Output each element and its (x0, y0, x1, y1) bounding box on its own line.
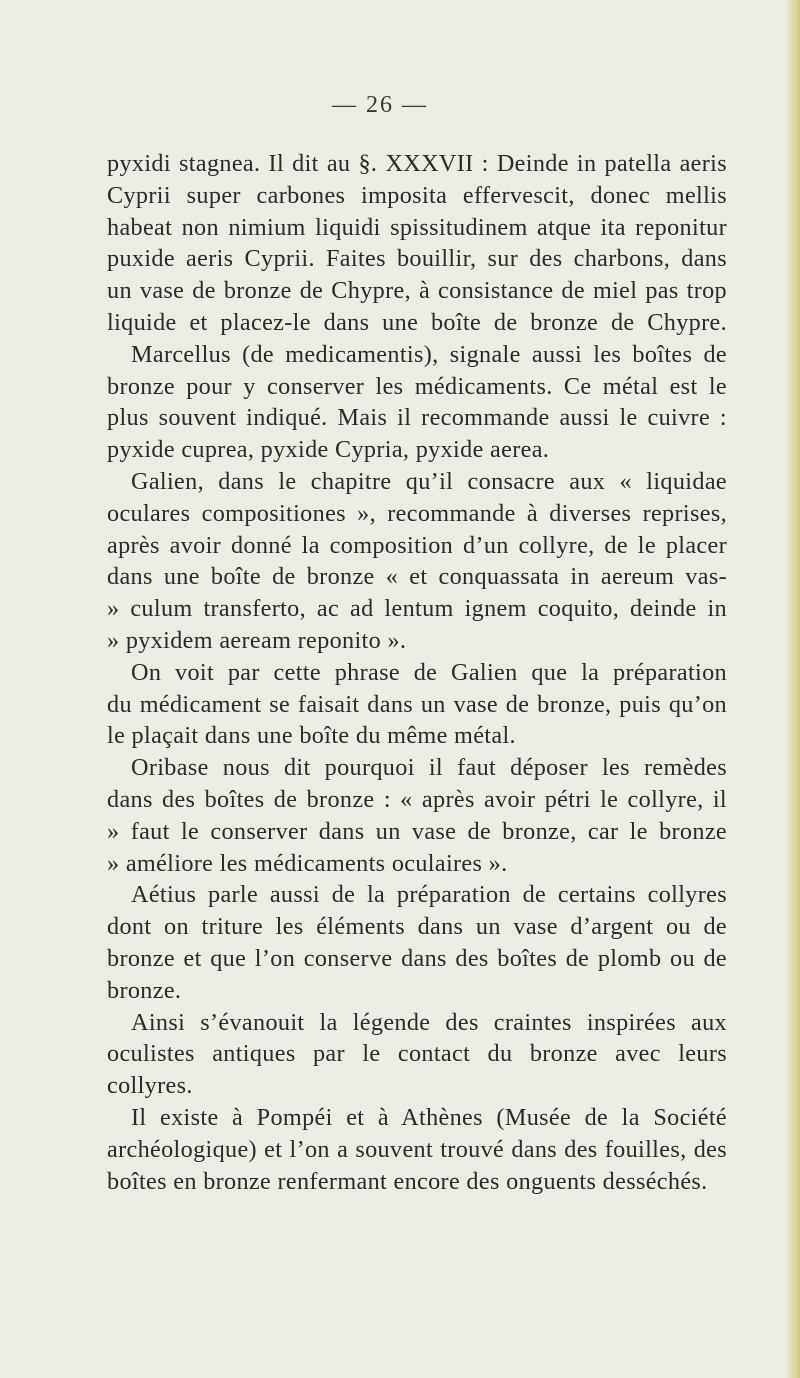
text-line: Oribase nous dit pourquoi il faut déposer les remèdes (131, 754, 727, 782)
text-line: On voit par cette phrase de Galien que la préparation (131, 658, 727, 686)
text-line: bronze pour y conserver les médicaments. Ce métal est le (107, 372, 727, 400)
text-line: pyxidi stagnea. Il dit au §. XXXVII : Deinde in patella aeris (107, 150, 727, 177)
text-line: oculistes antiques par le contact du bronze avec leurs (107, 1040, 727, 1068)
page-number: — 26 — (332, 92, 428, 118)
text-line: pyxide cuprea, pyxide Cypria, pyxide aerea. (107, 436, 550, 464)
text-line: archéologique) et l’on a souvent trouvé dans des fouilles, des (107, 1135, 727, 1163)
text-line: puxide aeris Cyprii. Faites bouillir, sur des charbons, dans (107, 245, 727, 273)
text-line: » faut le conserver dans un vase de bronze, car le bronze (107, 817, 727, 845)
text-line: dont on triture les éléments dans un vase d’argent ou de (107, 913, 727, 941)
text-line: habeat non nimium liquidi spissitudinem atque ita reponitur (107, 213, 727, 241)
text-line: collyres. (107, 1072, 193, 1100)
text-line: » pyxidem aeream reponito ». (107, 626, 407, 654)
text-line: Aétius parle aussi de la préparation de certains collyres (131, 881, 727, 909)
text-line: un vase de bronze de Chypre, à consistance de miel pas trop (107, 277, 727, 305)
text-line: le plaçait dans une boîte du même métal. (107, 722, 516, 750)
text-line: Il existe à Pompéi et à Athènes (Musée de la Société (131, 1103, 727, 1131)
text-line: liquide et placez-le dans une boîte de bronze de Chypre. (107, 308, 727, 336)
page-edge (786, 0, 800, 1378)
text-line: Cyprii super carbones imposita effervescit, donec mellis (107, 181, 727, 209)
text-line: bronze. (107, 976, 182, 1004)
text-line: boîtes en bronze renfermant encore des onguents desséchés. (107, 1167, 708, 1195)
body-text (107, 148, 727, 1197)
text-line: bronze et que l’on conserve dans des boîtes de plomb ou de (107, 944, 727, 972)
text-line: plus souvent indiqué. Mais il recommande aussi le cuivre : (107, 404, 727, 432)
text-line: » culum transferto, ac ad lentum ignem coquito, deinde in (107, 595, 727, 623)
text-line: oculares compositiones », recommande à diverses reprises, (107, 499, 727, 527)
text-line: dans une boîte de bronze « et conquassata in aereum vas- (107, 563, 727, 591)
text-line: » améliore les médicaments oculaires ». (107, 849, 508, 877)
text-line: Galien, dans le chapitre qu’il consacre aux « liquidae (131, 467, 727, 495)
text-line: dans des boîtes de bronze : « après avoir pétri le collyre, il (107, 785, 727, 813)
text-line: Ainsi s’évanouit la légende des craintes inspirées aux (131, 1008, 727, 1036)
text-line: Marcellus (de medicamentis), signale aussi les boîtes de (131, 340, 727, 368)
text-line: du médicament se faisait dans un vase de bronze, puis qu’on (107, 690, 727, 718)
text-line: après avoir donné la composition d’un collyre, de le placer (107, 531, 727, 559)
